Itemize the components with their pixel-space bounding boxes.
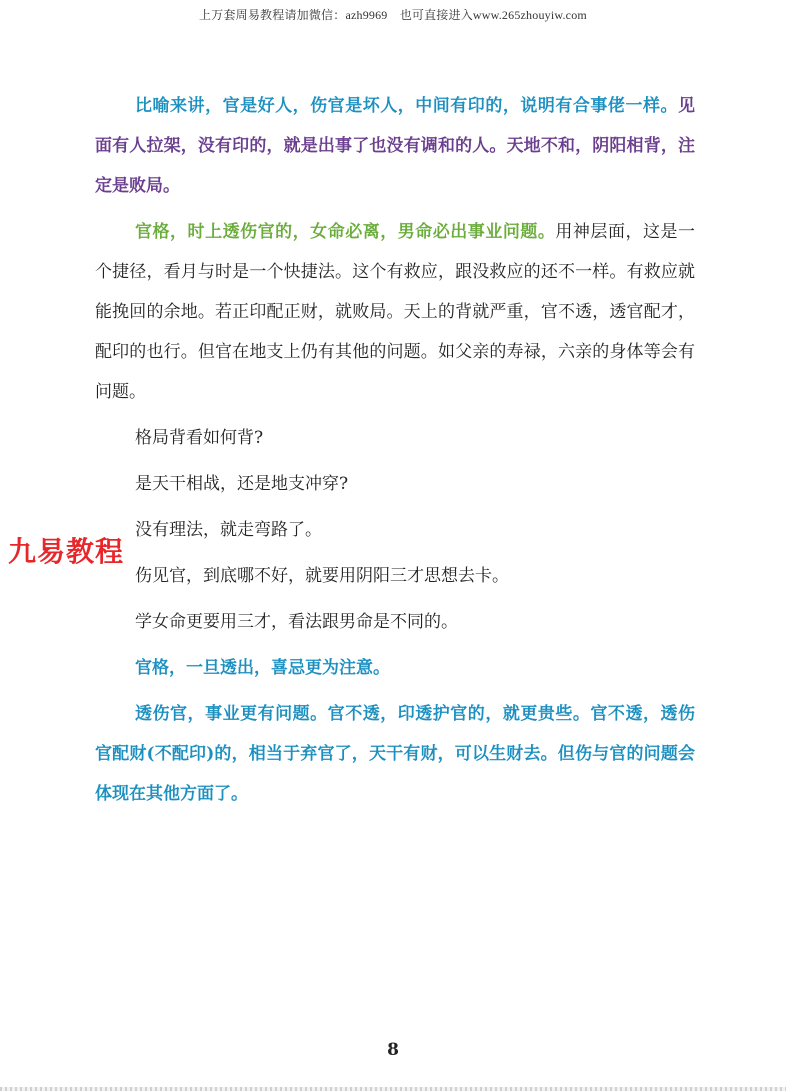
paragraph-2 bbox=[95, 212, 695, 412]
paragraph-1-purple-text: 见面有人拉架，没有印的，就是出事了也没有调和的人。天地不和，阴阳相背，注定是败局。 bbox=[95, 96, 695, 196]
bottom-edge-decoration bbox=[0, 1087, 786, 1091]
paragraph-6: 伤见官，到底哪不好，就要用阴阳三才思想去卡。 bbox=[135, 566, 509, 586]
paragraph-9: 透伤官，事业更有问题。官不透，印透护官的，就更贵些。官不透，透伤官配财(不配印)的，相当于弃官了，天干有财，可以生财去。但伤与官的问题会体现在其他方面了。 bbox=[95, 704, 695, 804]
paragraph-2-green-text: 官格，时上透伤官的，女命必离，男命必出事业问题。 bbox=[135, 222, 556, 242]
paragraph-4: 是天干相战，还是地支冲穿? bbox=[135, 474, 349, 494]
page-number: 8 bbox=[387, 1040, 399, 1060]
paragraph-7: 学女命更要用三才，看法跟男命是不同的。 bbox=[135, 612, 458, 632]
paragraph-2-body-text: 用神层面，这是一个捷径，看月与时是一个快捷法。这个有救应，跟没救应的还不一样。有救应就能挽回的余地。若正印配正财，就败局。天上的背就严重，官不透，透官配才，配印的也行。但官在地支上仍有其他的问题。如父亲的寿禄，六亲的身体等会有问题。 bbox=[95, 222, 696, 402]
watermark-logo: 九易教程 bbox=[8, 535, 125, 568]
paragraph-5: 没有理法，就走弯路了。 bbox=[135, 520, 322, 540]
document-body bbox=[95, 86, 695, 820]
paragraph-1-blue-text: 比喻来讲，官是好人，伤官是坏人，中间有印的，说明有合事佬一样。 bbox=[135, 96, 678, 116]
paragraph-8: 官格，一旦透出，喜忌更为注意。 bbox=[135, 658, 390, 678]
paragraph-1 bbox=[95, 86, 695, 206]
paragraph-3: 格局背看如何背? bbox=[135, 428, 264, 448]
header-banner: 上万套周易教程请加微信：azh9969 也可直接进入www.265zhouyiw.com bbox=[199, 8, 587, 22]
